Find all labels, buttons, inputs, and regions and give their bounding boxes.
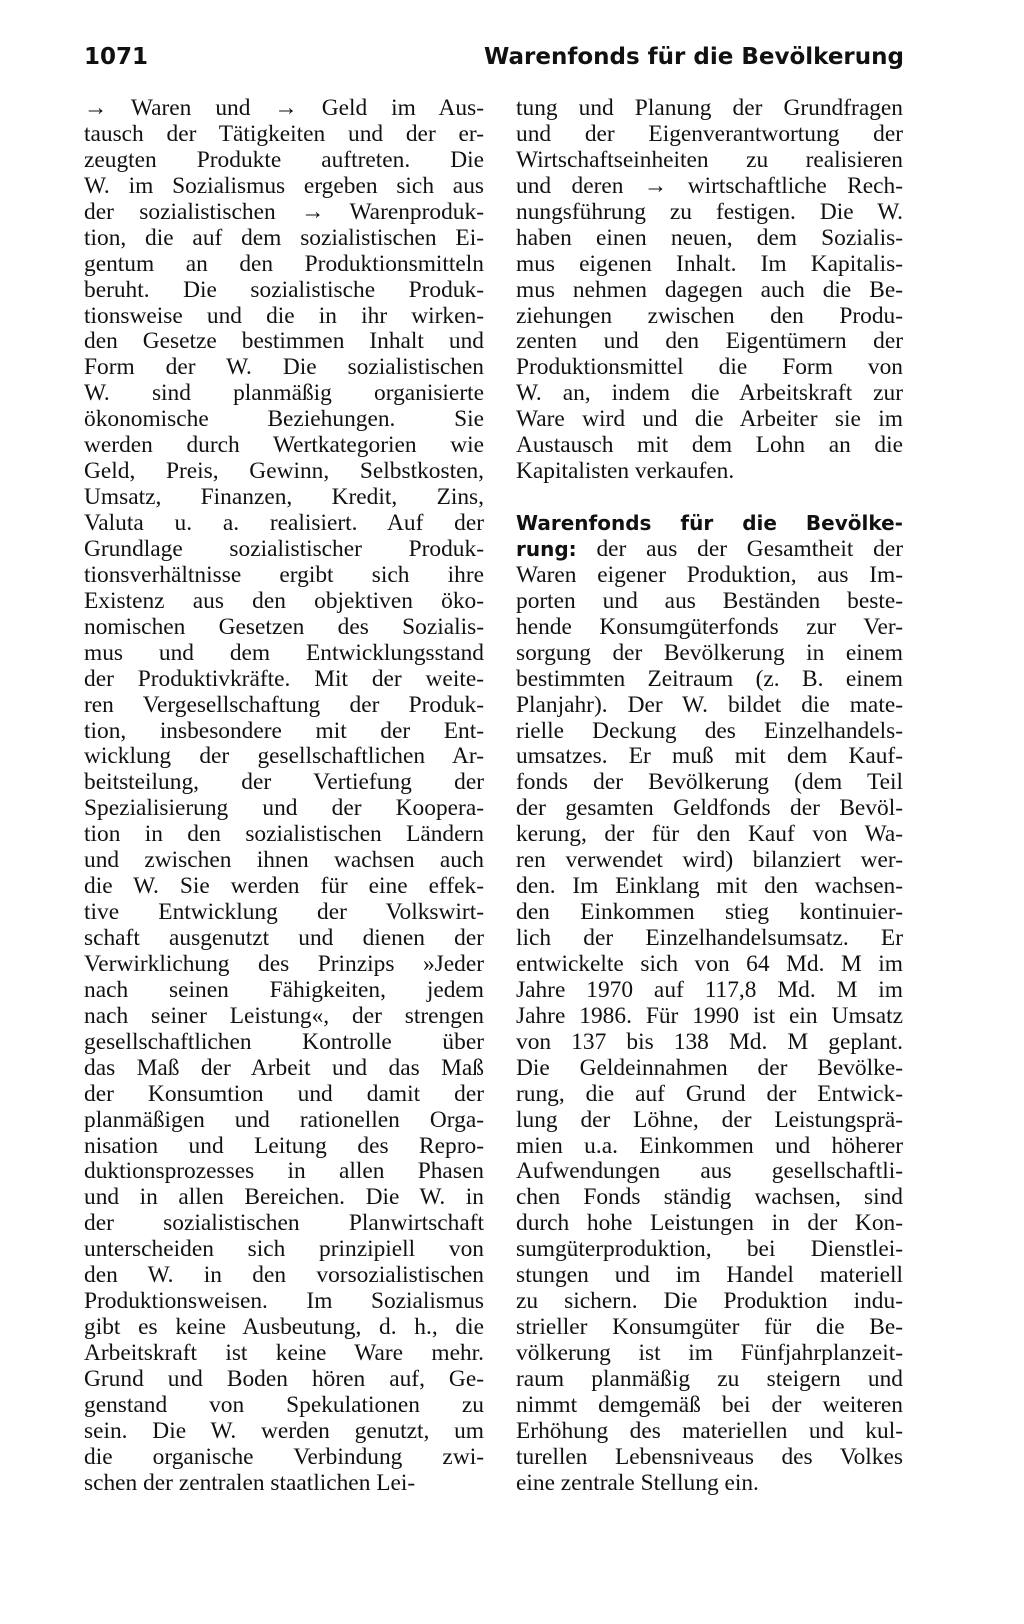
text-line: → Waren und → Geld im Aus- xyxy=(84,95,484,121)
text-line: nach seinen Fähigkeiten, jedem xyxy=(84,976,484,1003)
text-line: Aufwendungen aus gesellschaftli- xyxy=(516,1158,903,1185)
text-line: der Konsumtion und damit der xyxy=(84,1080,484,1107)
entry-definition-start: der aus der Gesamtheit der xyxy=(576,535,903,562)
text-line: beitsteilung, der Vertiefung der xyxy=(84,769,484,796)
text-line: tionsverhältnisse ergibt sich ihre xyxy=(84,561,484,588)
text-line: Planjahr). Der W. bildet die mate- xyxy=(516,691,903,718)
text-line: W. sind planmäßig organisierte xyxy=(84,380,484,407)
text-line: nimmt demgemäß bei der weiteren xyxy=(516,1391,903,1418)
text-line: wicklung der gesellschaftlichen Ar- xyxy=(84,743,484,770)
text-line: tion, insbesondere mit der Ent- xyxy=(84,717,484,744)
text-line: Produktionsmittel die Form von xyxy=(516,354,903,381)
text-line: gentum an den Produktionsmitteln xyxy=(84,250,484,277)
left-text-column xyxy=(84,96,484,1497)
text-line: nomischen Gesetzen des Sozialis- xyxy=(84,613,484,640)
text-line: raum planmäßig zu steigern und xyxy=(516,1365,903,1392)
page-number: 1071 xyxy=(84,44,149,70)
text-line: Die Geldeinnahmen der Bevölke- xyxy=(516,1054,903,1081)
entry-spacing xyxy=(516,485,903,511)
text-line: die W. Sie werden für eine effek- xyxy=(84,873,484,900)
entry-body xyxy=(516,563,903,1497)
text-line: Grund und Boden hören auf, Ge- xyxy=(84,1365,484,1392)
text-line: Austausch mit dem Lohn an die xyxy=(516,432,903,459)
text-line: mus eigenen Inhalt. Im Kapitalis- xyxy=(516,250,903,277)
text-line: durch hohe Leistungen in der Kon- xyxy=(516,1210,903,1237)
text-line: werden durch Wertkategorien wie xyxy=(84,432,484,459)
text-line: tionsweise und die in ihr wirken- xyxy=(84,302,484,329)
text-line: hende Konsumgüterfonds zur Ver- xyxy=(516,613,903,640)
text-line: lung der Löhne, der Leistungsprä- xyxy=(516,1106,903,1133)
text-line: den Einkommen stieg kontinuier- xyxy=(516,899,903,926)
running-head: Warenfonds für die Bevölkerung xyxy=(483,44,904,70)
continuation-paragraph xyxy=(516,96,903,485)
text-line: haben einen neuen, dem Sozialis- xyxy=(516,224,903,251)
text-line: Umsatz, Finanzen, Kredit, Zins, xyxy=(84,484,484,511)
text-line: zenten und den Eigentümern der xyxy=(516,328,903,355)
right-text-column xyxy=(516,96,903,1497)
text-line: Jahre 1986. Für 1990 ist ein Umsatz xyxy=(516,1002,903,1029)
text-line: mus nehmen dagegen auch die Be- xyxy=(516,276,903,303)
text-line: und deren → wirtschaftliche Rech- xyxy=(516,172,903,199)
text-line: chen Fonds ständig wachsen, sind xyxy=(516,1184,903,1211)
text-line: umsatzes. Er muß mit dem Kauf- xyxy=(516,743,903,770)
text-line: eine zentrale Stellung ein. xyxy=(516,1469,759,1496)
text-line: strieller Konsumgüter für die Be- xyxy=(516,1314,903,1341)
text-line: mus und dem Entwicklungsstand xyxy=(84,639,484,666)
text-line: mien u.a. Einkommen und höherer xyxy=(516,1132,903,1159)
text-line: Jahre 1970 auf 117,8 Md. M im xyxy=(516,976,903,1003)
text-line: rielle Deckung des Einzelhandels- xyxy=(516,717,903,744)
text-line: Valuta u. a. realisiert. Auf der xyxy=(84,510,484,536)
text-line: schaft ausgenutzt und dienen der xyxy=(84,925,484,951)
text-line: völkerung ist im Fünfjahrplanzeit- xyxy=(516,1340,903,1366)
text-line: bestimmten Zeitraum (z. B. einem xyxy=(516,665,903,692)
text-line: zeugten Produkte auftreten. Die xyxy=(84,146,484,173)
text-line: von 137 bis 138 Md. M geplant. xyxy=(516,1028,903,1055)
text-line: den W. in den vorsozialistischen xyxy=(84,1262,484,1289)
text-line: und der Eigenverantwortung der xyxy=(516,120,903,147)
text-line: tausch der Tätigkeiten und der er- xyxy=(84,120,484,147)
text-line: Form der W. Die sozialistischen xyxy=(84,354,484,381)
text-line: sein. Die W. werden genutzt, um xyxy=(84,1417,484,1444)
text-line: den. Im Einklang mit den wachsen- xyxy=(516,873,903,900)
text-line: gesellschaftlichen Kontrolle über xyxy=(84,1028,484,1055)
text-line: zu sichern. Die Produktion indu- xyxy=(516,1288,903,1315)
text-line: ren verwendet wird) bilanziert wer- xyxy=(516,847,903,874)
text-line: Wirtschaftseinheiten zu realisieren xyxy=(516,146,903,173)
text-line: turellen Lebensniveaus des Volkes xyxy=(516,1443,903,1470)
text-line: planmäßigen und rationellen Orga- xyxy=(84,1106,484,1133)
text-line: den Gesetze bestimmen Inhalt und xyxy=(84,328,484,355)
text-line: Geld, Preis, Gewinn, Selbstkosten, xyxy=(84,458,484,485)
text-line: entwickelte sich von 64 Md. M im xyxy=(516,950,903,977)
entry-heading-line xyxy=(516,511,903,537)
text-line: Kapitalisten verkaufen. xyxy=(516,458,735,485)
text-line: Arbeitskraft ist keine Ware mehr. xyxy=(84,1340,484,1366)
text-line: W. an, indem die Arbeitskraft zur xyxy=(516,380,903,407)
text-line: gibt es keine Ausbeutung, d. h., die xyxy=(84,1314,484,1341)
text-line: der Produktivkräfte. Mit der weite- xyxy=(84,665,484,692)
text-line: porten und aus Beständen beste- xyxy=(516,587,903,614)
text-line: ökonomische Beziehungen. Sie xyxy=(84,406,484,433)
text-line: nungsführung zu festigen. Die W. xyxy=(516,198,903,225)
text-line: rung, die auf Grund der Entwick- xyxy=(516,1080,903,1107)
text-line: tion, die auf dem sozialistischen Ei- xyxy=(84,224,484,251)
text-line: der sozialistischen Planwirtschaft xyxy=(84,1210,484,1237)
text-line: fonds der Bevölkerung (dem Teil xyxy=(516,769,903,796)
text-line: tung und Planung der Grundfragen xyxy=(516,95,903,121)
text-line: tion in den sozialistischen Ländern xyxy=(84,821,484,848)
text-line: Existenz aus den objektiven öko- xyxy=(84,587,484,614)
text-line: duktionsprozesses in allen Phasen xyxy=(84,1158,484,1185)
entry-first-line xyxy=(516,537,903,563)
text-line: und zwischen ihnen wachsen auch xyxy=(84,847,484,874)
text-line: der sozialistischen → Warenproduk- xyxy=(84,198,484,225)
text-line: W. im Sozialismus ergeben sich aus xyxy=(84,172,484,199)
text-line: der gesamten Geldfonds der Bevöl- xyxy=(516,795,903,822)
page-header xyxy=(84,44,904,80)
text-line: die organische Verbindung zwi- xyxy=(84,1443,484,1470)
text-line: lich der Einzelhandelsumsatz. Er xyxy=(516,925,903,951)
text-line: tive Entwicklung der Volkswirt- xyxy=(84,899,484,926)
text-line: Ware wird und die Arbeiter sie im xyxy=(516,406,903,433)
text-line: ren Vergesellschaftung der Produk- xyxy=(84,691,484,718)
text-line: kerung, der für den Kauf von Wa- xyxy=(516,821,903,848)
text-line: schen der zentralen staatlichen Lei- xyxy=(84,1469,416,1496)
text-line: nach seiner Leistung«, der strengen xyxy=(84,1002,484,1029)
text-line: und in allen Bereichen. Die W. in xyxy=(84,1184,484,1211)
text-line: Produktionsweisen. Im Sozialismus xyxy=(84,1288,484,1315)
text-line: ziehungen zwischen den Produ- xyxy=(516,302,903,329)
text-line: Erhöhung des materiellen und kul- xyxy=(516,1417,903,1444)
text-line: Verwirklichung des Prinzips »Jeder xyxy=(84,950,484,977)
text-line: Grundlage sozialistischer Produk- xyxy=(84,535,484,562)
text-line: stungen und im Handel materiell xyxy=(516,1262,903,1289)
text-line: beruht. Die sozialistische Produk- xyxy=(84,276,484,303)
text-line: unterscheiden sich prinzipiell von xyxy=(84,1236,484,1263)
text-line: genstand von Spekulationen zu xyxy=(84,1391,484,1418)
entry-term: Warenfonds für die Bevölke- xyxy=(516,511,903,535)
text-line: das Maß der Arbeit und das Maß xyxy=(84,1054,484,1081)
text-line: sorgung der Bevölkerung in einem xyxy=(516,639,903,666)
text-line: nisation und Leitung des Repro- xyxy=(84,1132,484,1159)
text-line: sumgüterproduktion, bei Dienstlei- xyxy=(516,1236,903,1263)
text-line: Waren eigener Produktion, aus Im- xyxy=(516,561,903,588)
text-line: Spezialisierung und der Koopera- xyxy=(84,795,484,822)
entry-term-end: rung: xyxy=(516,536,577,561)
